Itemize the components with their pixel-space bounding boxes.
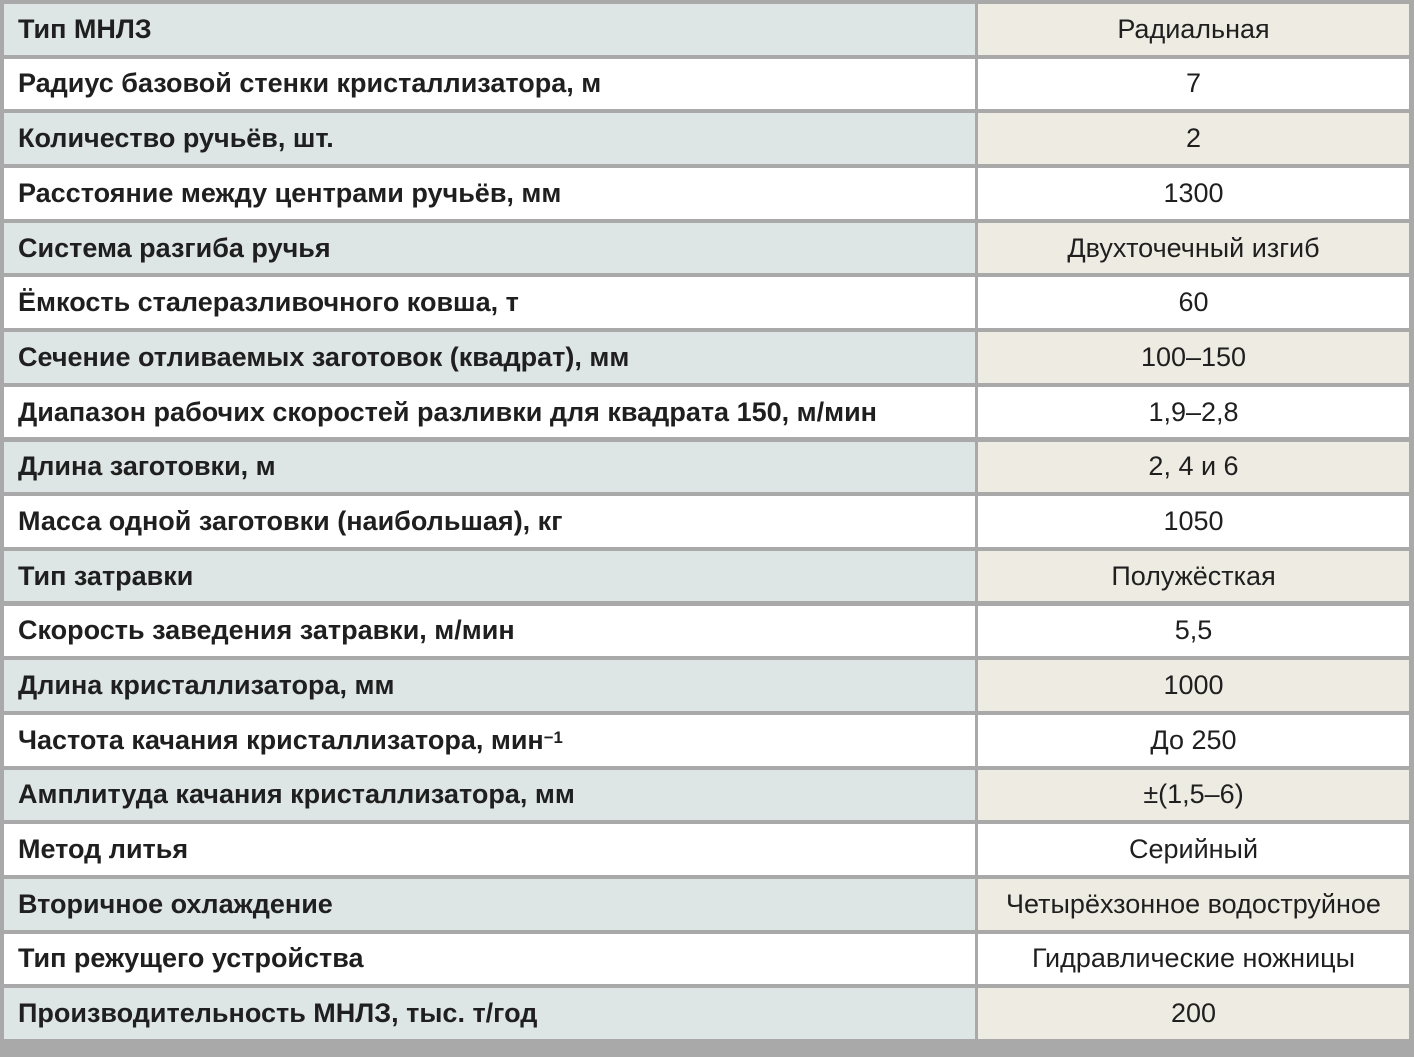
table-row	[4, 496, 1409, 547]
table-row	[4, 332, 1409, 383]
table-row	[4, 113, 1409, 164]
row-value: 2, 4 и 6	[978, 442, 1409, 493]
table-row	[4, 277, 1409, 328]
table-row	[4, 59, 1409, 110]
row-label: Длина заготовки, м	[4, 442, 975, 493]
row-label: Амплитуда качания кристаллизатора, мм	[4, 770, 975, 821]
row-label: Количество ручьёв, шт.	[4, 113, 975, 164]
row-value: 100–150	[978, 332, 1409, 383]
row-value: ±(1,5–6)	[978, 770, 1409, 821]
table-row	[4, 770, 1409, 821]
row-value: Гидравлические ножницы	[978, 934, 1409, 985]
row-label-text: Частота качания кристаллизатора, мин	[18, 724, 544, 755]
row-value: 60	[978, 277, 1409, 328]
table-row	[4, 442, 1409, 493]
row-value: Серийный	[978, 824, 1409, 875]
row-label: Длина кристаллизатора, мм	[4, 660, 975, 711]
row-value: 1050	[978, 496, 1409, 547]
row-value: Радиальная	[978, 4, 1409, 55]
row-label-with-superscript: Частота качания кристаллизатора, мин $^{-1}$	[4, 715, 975, 766]
row-label: Сечение отливаемых заготовок (квадрат), мм	[4, 332, 975, 383]
row-value: 5,5	[978, 606, 1409, 657]
row-label: Масса одной заготовки (наибольшая), кг	[4, 496, 975, 547]
row-label: Вторичное охлаждение	[4, 879, 975, 930]
row-value: Четырёхзонное водоструйное	[978, 879, 1409, 930]
row-label: Радиус базовой стенки кристаллизатора, м	[4, 59, 975, 110]
row-value: 1300	[978, 168, 1409, 219]
row-label: Метод литья	[4, 824, 975, 875]
row-label: Система разгиба ручья	[4, 223, 975, 274]
table-row	[4, 223, 1409, 274]
row-value: 1000	[978, 660, 1409, 711]
table-row	[4, 168, 1409, 219]
row-label: Ёмкость сталеразливочного ковша, т	[4, 277, 975, 328]
row-label: Скорость заведения затравки, м/мин	[4, 606, 975, 657]
table-row	[4, 4, 1409, 55]
table-row	[4, 606, 1409, 657]
row-value: Двухточечный изгиб	[978, 223, 1409, 274]
table-row	[4, 988, 1409, 1039]
table-row	[4, 551, 1409, 602]
table-row	[4, 387, 1409, 438]
row-label: Тип затравки	[4, 551, 975, 602]
row-label: Тип режущего устройства	[4, 934, 975, 985]
row-label: Диапазон рабочих скоростей разливки для квадрата 150, м/мин	[4, 387, 975, 438]
row-value: 200	[978, 988, 1409, 1039]
row-label: Тип МНЛЗ	[4, 4, 975, 55]
row-value: 2	[978, 113, 1409, 164]
row-label: Производительность МНЛЗ, тыс. т/год	[4, 988, 975, 1039]
row-label: Расстояние между центрами ручьёв, мм	[4, 168, 975, 219]
table-row	[4, 660, 1409, 711]
table-row	[4, 934, 1409, 985]
row-value: 7	[978, 59, 1409, 110]
row-value: 1,9–2,8	[978, 387, 1409, 438]
row-value: До 250	[978, 715, 1409, 766]
table-row	[4, 824, 1409, 875]
row-value: Полужёсткая	[978, 551, 1409, 602]
table-row	[4, 879, 1409, 930]
table-row	[4, 715, 1409, 766]
